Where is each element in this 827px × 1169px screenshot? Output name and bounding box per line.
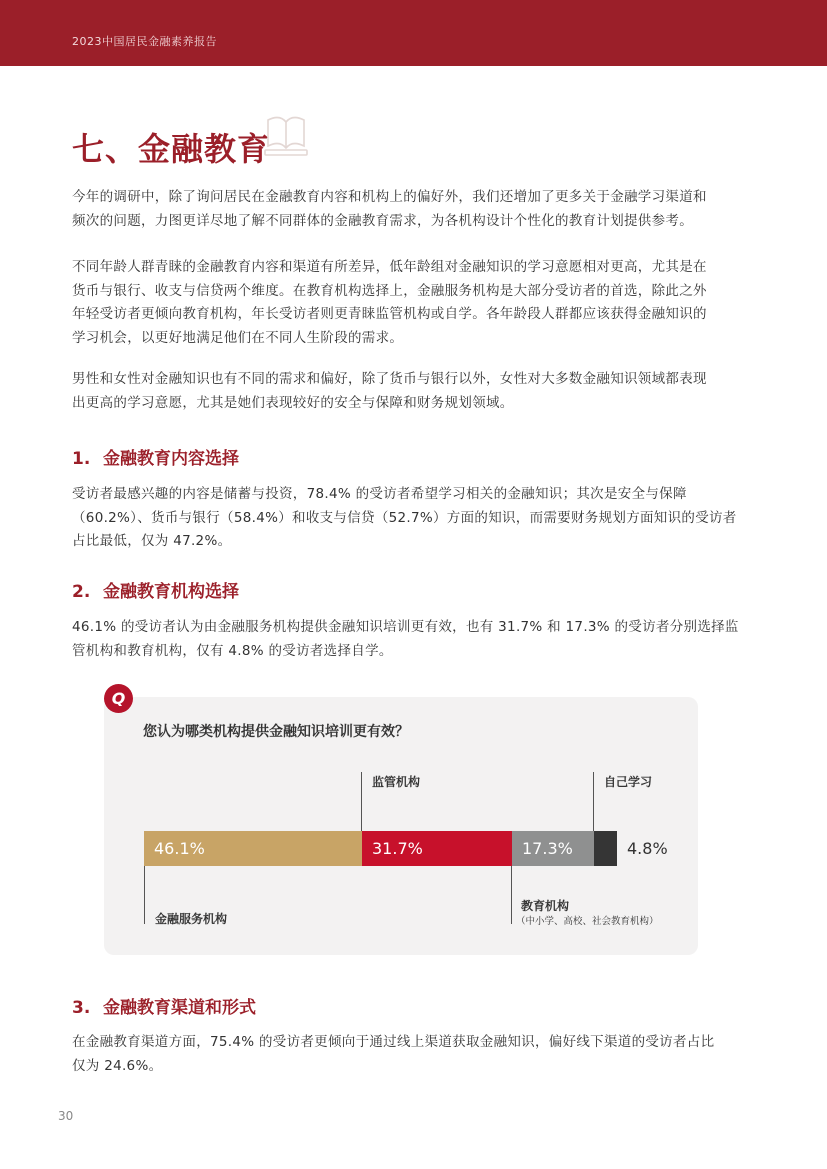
bar-segment-regulator [362,831,512,866]
bar-segment-education-institution [512,831,594,866]
page-number: 30 [58,1109,74,1123]
leader-line-self-study [593,772,594,831]
category-label-self-study: 自己学习 [604,775,653,789]
section-2-heading: 2. 金融教育机构选择 [72,582,239,602]
header-title: 2023中国居民金融素养报告 [72,35,217,48]
section-3-paragraph: 在金融教育渠道方面，75.4% 的受访者更倾向于通过线上渠道获取金融知识，偏好线下渠道的受访者占比 仅为 24.6%。 [72,1034,715,1074]
category-label-regulator: 监管机构 [372,775,421,789]
data-label-education-institution: 17.3% [522,839,573,858]
section-1-heading: 1. 金融教育内容选择 [72,449,239,469]
section-2-paragraph: 46.1% 的受访者认为由金融服务机构提供金融知识培训更有效，也有 31.7% 和 17.3% 的受访者分别选择监 管机构和教育机构，仅有 4.8% 的受访者选择自学。 [72,619,739,659]
bar-segment-self-study [594,831,617,866]
data-label-financial-institution: 46.1% [154,839,205,858]
category-label-education-institution: 教育机构 [521,899,570,913]
data-label-regulator: 31.7% [372,839,423,858]
data-label-self-study: 4.8% [627,839,668,858]
section-3-heading: 3. 金融教育渠道和形式 [72,998,256,1018]
book-icon [262,108,310,160]
leader-line-regulator [361,772,362,831]
chapter-title: 七、金融教育 [72,130,271,168]
question-badge: Q [104,684,133,713]
intro-paragraph-2: 不同年龄人群青睐的金融教育内容和渠道有所差异，低年龄组对金融知识的学习意愿相对更高，尤其是在 货币与银行、收支与信贷两个维度。在教育机构选择上，金融服务机构是大部分受访者的首选，除此之外 年轻受访者更倾向教育机构，年长受访者则更青睐监管机构或自学。各年龄段人群都应该获得金融知识的 学习机会，以更好地满足他们在不同人生阶段的需求。 [72,259,707,346]
bar-segment-financial-institution [144,831,362,866]
leader-line-financial-institution [144,866,145,924]
leader-line-education-institution [511,866,512,924]
intro-paragraph-1: 今年的调研中，除了询问居民在金融教育内容和机构上的偏好外，我们还增加了更多关于金融学习渠道和 频次的问题，力图更详尽地了解不同群体的金融教育需求，为各机构设计个性化的教育计划提供参考。 [72,189,707,229]
section-1-paragraph: 受访者最感兴趣的内容是储蓄与投资，78.4% 的受访者希望学习相关的金融知识；其次是安全与保障 （60.2%）、货币与银行（58.4%）和收支与信贷（52.7%）方面的知识，而需要财务规划方面知识的受访者 占比最低，仅为 47.2%。 [72,486,737,549]
category-sublabel-education-institution: （中小学、高校、社会教育机构） [516,916,659,927]
question-text: 您认为哪类机构提供金融知识培训更有效？ [143,724,409,740]
category-label-financial-institution: 金融服务机构 [155,912,228,926]
intro-paragraph-3: 男性和女性对金融知识也有不同的需求和偏好，除了货币与银行以外，女性对大多数金融知识领域都表现 出更高的学习意愿，尤其是她们表现较好的安全与保障和财务规划领域。 [72,371,707,411]
